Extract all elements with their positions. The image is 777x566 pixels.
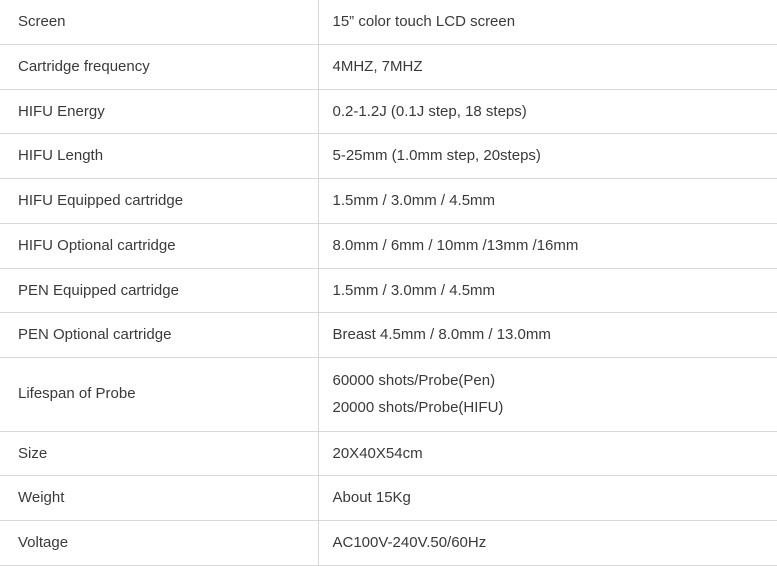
spec-label-cell <box>0 431 318 476</box>
spec-value-text <box>319 313 777 357</box>
spec-value-text <box>319 224 777 268</box>
spec-value-cell <box>318 431 777 476</box>
spec-label-text: Size <box>0 432 318 476</box>
spec-value-line: 1.5mm / 3.0mm / 4.5mm <box>333 280 777 302</box>
spec-value-text <box>319 358 777 431</box>
spec-label-cell <box>0 313 318 358</box>
spec-value-line: About 15Kg <box>333 487 777 509</box>
spec-label-cell <box>0 179 318 224</box>
spec-value-cell <box>318 358 777 432</box>
spec-value-line: 1.5mm / 3.0mm / 4.5mm <box>333 190 777 212</box>
spec-value-cell <box>318 476 777 521</box>
table-row <box>0 134 777 179</box>
spec-value-line: AC100V-240V.50/60Hz <box>333 532 777 554</box>
table-row <box>0 313 777 358</box>
spec-label-text: HIFU Energy <box>0 90 318 134</box>
spec-value-cell <box>318 313 777 358</box>
spec-value-line: 5-25mm (1.0mm step, 20steps) <box>333 145 777 167</box>
spec-label-text: Lifespan of Probe <box>0 371 318 417</box>
spec-value-cell <box>318 223 777 268</box>
spec-label-cell <box>0 89 318 134</box>
spec-value-line: 0.2-1.2J (0.1J step, 18 steps) <box>333 101 777 123</box>
table-row <box>0 223 777 268</box>
spec-label-text: HIFU Optional cartridge <box>0 224 318 268</box>
spec-value-line: 4MHZ, 7MHZ <box>333 56 777 78</box>
spec-label-text: HIFU Length <box>0 134 318 178</box>
spec-label-cell <box>0 521 318 566</box>
spec-value-cell <box>318 179 777 224</box>
table-row <box>0 358 777 432</box>
spec-label-cell <box>0 358 318 432</box>
spec-label-cell <box>0 223 318 268</box>
spec-label-cell <box>0 0 318 44</box>
spec-label-text: Screen <box>0 0 318 44</box>
table-row <box>0 521 777 566</box>
spec-value-text <box>319 0 777 44</box>
spec-value-text <box>319 134 777 178</box>
spec-value-cell <box>318 0 777 44</box>
spec-value-cell <box>318 134 777 179</box>
spec-label-text: HIFU Equipped cartridge <box>0 179 318 223</box>
spec-value-cell <box>318 44 777 89</box>
spec-value-text <box>319 269 777 313</box>
table-row <box>0 431 777 476</box>
spec-value-text <box>319 179 777 223</box>
spec-value-text <box>319 45 777 89</box>
spec-value-cell <box>318 521 777 566</box>
spec-label-cell <box>0 44 318 89</box>
spec-value-line: 15” color touch LCD screen <box>333 11 777 33</box>
spec-label-cell <box>0 134 318 179</box>
spec-label-text: Voltage <box>0 521 318 565</box>
spec-value-cell <box>318 89 777 134</box>
table-row <box>0 476 777 521</box>
spec-value-text <box>319 90 777 134</box>
spec-label-text: Cartridge frequency <box>0 45 318 89</box>
spec-value-text <box>319 432 777 476</box>
table-row <box>0 179 777 224</box>
spec-value-line: 60000 shots/Probe(Pen) <box>333 370 777 392</box>
table-row <box>0 0 777 44</box>
spec-value-line: 20000 shots/Probe(HIFU) <box>333 397 777 419</box>
spec-value-line: 20X40X54cm <box>333 443 777 465</box>
table-row <box>0 44 777 89</box>
spec-label-text: PEN Optional cartridge <box>0 313 318 357</box>
spec-value-text <box>319 521 777 565</box>
spec-label-cell <box>0 268 318 313</box>
spec-value-line: Breast 4.5mm / 8.0mm / 13.0mm <box>333 324 777 346</box>
table-row <box>0 89 777 134</box>
spec-value-line: 8.0mm / 6mm / 10mm /13mm /16mm <box>333 235 777 257</box>
table-row <box>0 268 777 313</box>
spec-value-cell <box>318 268 777 313</box>
spec-label-text: PEN Equipped cartridge <box>0 269 318 313</box>
spec-value-text <box>319 476 777 520</box>
spec-label-cell <box>0 476 318 521</box>
spec-label-text: Weight <box>0 476 318 520</box>
